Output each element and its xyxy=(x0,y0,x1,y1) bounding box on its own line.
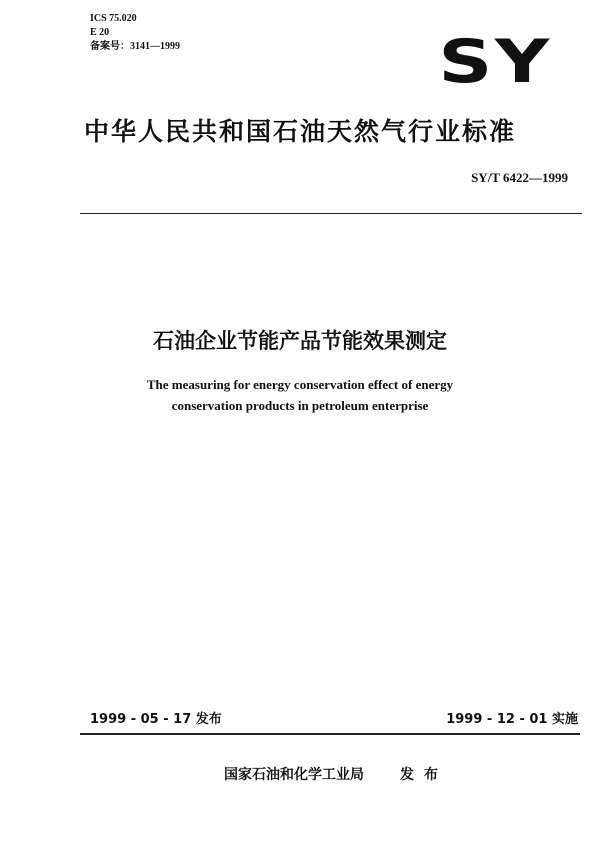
ics-code: ICS 75.020 xyxy=(90,13,137,24)
issue-date: 1999 - 05 - 17 发布 xyxy=(90,712,222,727)
record-number: 备案号：3141—1999 xyxy=(90,41,180,52)
title-en-line-1: The measuring for energy conservation effect of energy xyxy=(146,377,454,392)
issuer-line xyxy=(224,764,448,784)
issue-action: 发布 xyxy=(400,767,448,783)
top-divider xyxy=(80,213,582,214)
sy-logo: SY xyxy=(438,27,552,97)
bottom-divider xyxy=(80,733,580,735)
title-en-line-2: conservation products in petroleum enterprise xyxy=(171,398,429,413)
document-title-cn: 石油企业节能产品节能效果测定 xyxy=(153,329,447,353)
effective-date: 1999 - 12 - 01 实施 xyxy=(446,712,578,727)
classification-code: E 20 xyxy=(90,27,110,38)
industry-standard-title: 中华人民共和国石油天然气行业标准 xyxy=(83,117,516,146)
document-title-en xyxy=(0,374,600,416)
header-meta xyxy=(90,12,180,54)
issuing-authority: 国家石油和化学工业局 xyxy=(224,767,364,783)
standard-number: SY/T 6422—1999 xyxy=(471,170,568,185)
